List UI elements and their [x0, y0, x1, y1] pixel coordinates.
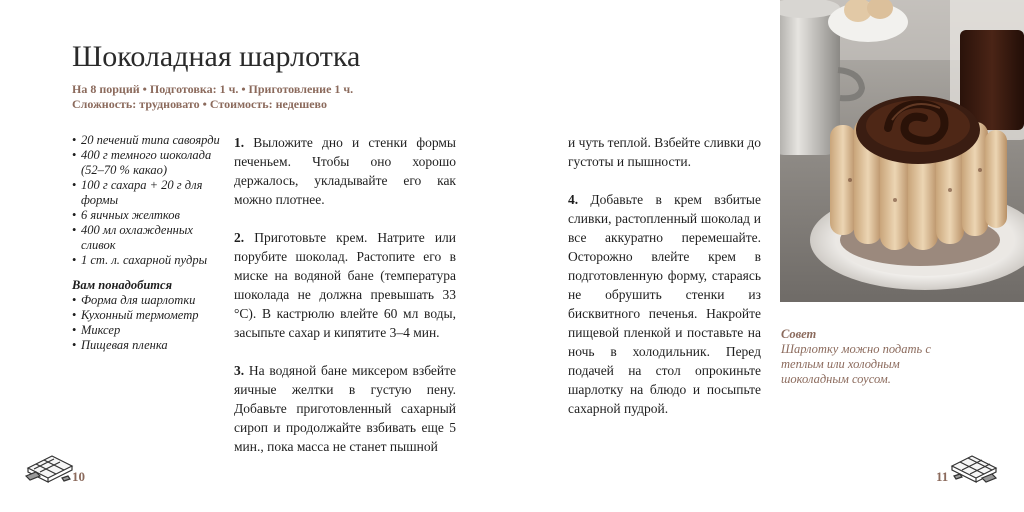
tip-title: Совет: [781, 327, 817, 341]
step-1: [234, 133, 456, 209]
equipment-item: • Форма для шарлотки: [72, 293, 222, 308]
equipment-item: • Пищевая пленка: [72, 338, 222, 353]
ingredient-item: • 1 ст. л. сахарной пудры: [72, 253, 222, 268]
tip-text: Шарлотку можно подать с теплым или холодным шоколадным соусом.: [781, 342, 931, 386]
step-text: Выложите дно и стенки формы печеньем. Чтобы оно хорошо держалось, укладывайте его как можно плотнее.: [234, 135, 456, 207]
ingredient-item: • 400 мл охлажденных сливок: [72, 223, 222, 253]
ingredients-block: [72, 133, 222, 353]
step-4: [568, 190, 761, 418]
step-number: 1.: [234, 135, 245, 150]
recipe-meta-difficulty-cost: Сложность: трудновато • Стоимость: недешево: [72, 97, 327, 111]
step-text: На водяной бане миксером взбейте яичные желтки в густую пену. Добавьте приготовленный сахарный сироп и продолжайте взбивать еще 5 мин., пока масса не станет пышной: [234, 363, 457, 454]
step-3-continued: и чуть теплой. Взбейте сливки до густоты и пышности.: [568, 135, 761, 169]
ingredient-item: • 20 печений типа савоярди: [72, 133, 222, 148]
chocolate-bar-icon: [22, 446, 76, 486]
step-number: 4.: [568, 192, 579, 207]
recipe-meta-servings-time: На 8 порций • Подготовка: 1 ч. • Приготовление 1 ч.: [72, 82, 354, 96]
chocolate-bar-icon: [948, 446, 1002, 486]
page-number-left: 10: [72, 469, 85, 484]
step-text: Добавьте в крем взбитые сливки, растопленный шоколад и все аккуратно перемешайте. Осторожно влейте крем в подготовленную форму, стараясь не обрушить стенки из бисквитного печенья. Накройте пищевой пленкой и поставьте на ночь в холодильник. Перед подачей на стол опрокиньте шарлотку на блюдо и посыпьте сахарной пудрой.: [568, 192, 761, 416]
equipment-title: Вам понадобится: [72, 278, 173, 292]
step-3: [234, 361, 456, 456]
equipment-list: [72, 293, 222, 353]
page-number-right: 11: [936, 469, 949, 484]
steps-column-right: [568, 133, 761, 437]
step-number: 2.: [234, 230, 245, 245]
ingredient-item: • 6 яичных желтков: [72, 208, 222, 223]
ingredient-item: • 100 г сахара + 20 г для формы: [72, 178, 222, 208]
step-2: [234, 228, 456, 342]
chocolate-charlotte-photo: [780, 0, 1024, 302]
recipe-title: Шоколадная шарлотка: [72, 40, 361, 73]
ingredient-item: • 400 г темного шоколада (52–70 % какао): [72, 148, 222, 178]
tip-box: [781, 327, 951, 387]
ingredient-list: [72, 133, 222, 268]
equipment-item: • Миксер: [72, 323, 222, 338]
equipment-item: • Кухонный термометр: [72, 308, 222, 323]
step-text: Приготовьте крем. Натрите или порубите шоколад. Растопите его в миске на водяной бане (температура шоколада не должна превышать 33 °C). В кастрюлю влейте 60 мл воды, засыпьте сахар и кипятите 3–4 мин.: [234, 230, 457, 340]
step-number: 3.: [234, 363, 245, 378]
steps-column-left: [234, 133, 456, 475]
